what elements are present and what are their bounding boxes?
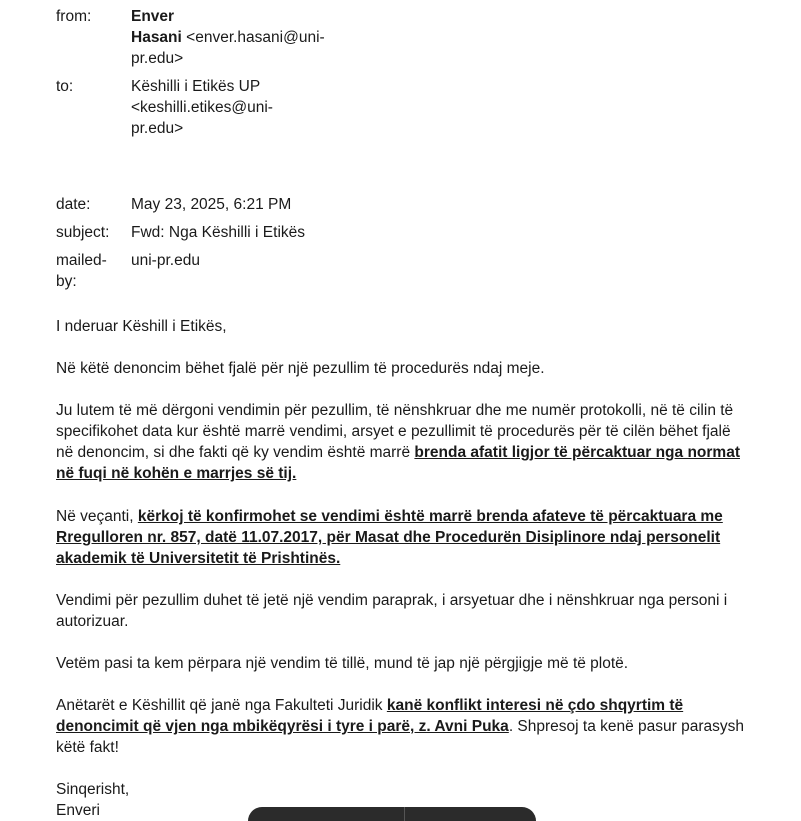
- paragraph-3-text: Në veçanti,: [56, 508, 138, 525]
- paragraph-6-emphasis: kanë konflikt interesi në çdo shqyrtim të denoncimit që vjen nga mbikëqyrësi i tyre i parë, z. Avni Puka: [56, 697, 684, 735]
- from-label: from:: [56, 8, 92, 25]
- from-email-2: pr.edu>: [131, 50, 184, 67]
- paragraph-2: [56, 400, 746, 484]
- subject-label: subject:: [56, 224, 110, 241]
- date-label: date:: [56, 196, 91, 213]
- from-email: <enver.hasani@uni-: [186, 29, 325, 46]
- to-email: <keshilli.etikes@uni-: [131, 99, 273, 116]
- mailed-by-label-1: mailed-: [56, 252, 107, 269]
- from-value[interactable]: [131, 6, 331, 69]
- to-label: to:: [56, 78, 74, 95]
- from-name-2: Hasani: [131, 29, 182, 46]
- paragraph-3: [56, 506, 746, 569]
- paragraph-2-emphasis: brenda afatit ligjor të përcaktuar nga normat në fuqi në kohën e marrjes së tij.: [56, 444, 740, 482]
- mailed-by-label: [56, 250, 126, 292]
- paragraph-6-tail: . Shpresoj ta kenë pasur parasysh këtë fakt!: [56, 718, 745, 756]
- from-name: Enver: [131, 8, 175, 25]
- bottom-toolbar[interactable]: [248, 807, 536, 821]
- date-value: May 23, 2025, 6:21 PM: [131, 196, 292, 213]
- mailed-by-label-2: by:: [56, 273, 77, 290]
- greeting: I nderuar Këshill i Etikës,: [56, 318, 227, 335]
- paragraph-5: Vetëm pasi ta kem përpara një vendim të tillë, mund të jap një përgjigje më të plotë.: [56, 655, 629, 672]
- to-name: Këshilli i Etikës UP: [131, 78, 261, 95]
- paragraph-6: [56, 695, 746, 758]
- closing-text: Sinqerisht,: [56, 781, 130, 798]
- paragraph-4: Vendimi për pezullim duhet të jetë një vendim paraprak, i arsyetuar dhe i nënshkruar nga personi i autorizuar.: [56, 592, 728, 630]
- paragraph-3-emphasis: kërkoj të konfirmohet se vendimi është marrë brenda afateve të përcaktuara me Rregulloren nr. 857, datë 11.07.2017, për Masat dhe Procedurën Disiplinore ndaj personelit akademik të Universitetit të Prishtinës.: [56, 508, 723, 567]
- signature: Enveri: [56, 802, 100, 819]
- to-value[interactable]: [131, 76, 331, 139]
- paragraph-6-text: Anëtarët e Këshillit që janë nga Fakulteti Juridik: [56, 697, 387, 714]
- subject-value: Fwd: Nga Këshilli i Etikës: [131, 224, 306, 241]
- to-email-2: pr.edu>: [131, 120, 184, 137]
- mailed-by-value: uni-pr.edu: [131, 252, 200, 269]
- toolbar-divider: [404, 807, 405, 821]
- paragraph-2-text: Ju lutem të më dërgoni vendimin për pezullim, të nënshkruar dhe me numër protokolli, në të cilin të specifikohet data kur është marrë vendimi, arsyet e pezullimit të procedurës për të cilën bëhet fjalë në denoncim, si dhe fakti që ky vendim është marrë: [56, 402, 734, 461]
- paragraph-1: Në këtë denoncim bëhet fjalë për një pezullim të procedurës ndaj meje.: [56, 360, 545, 377]
